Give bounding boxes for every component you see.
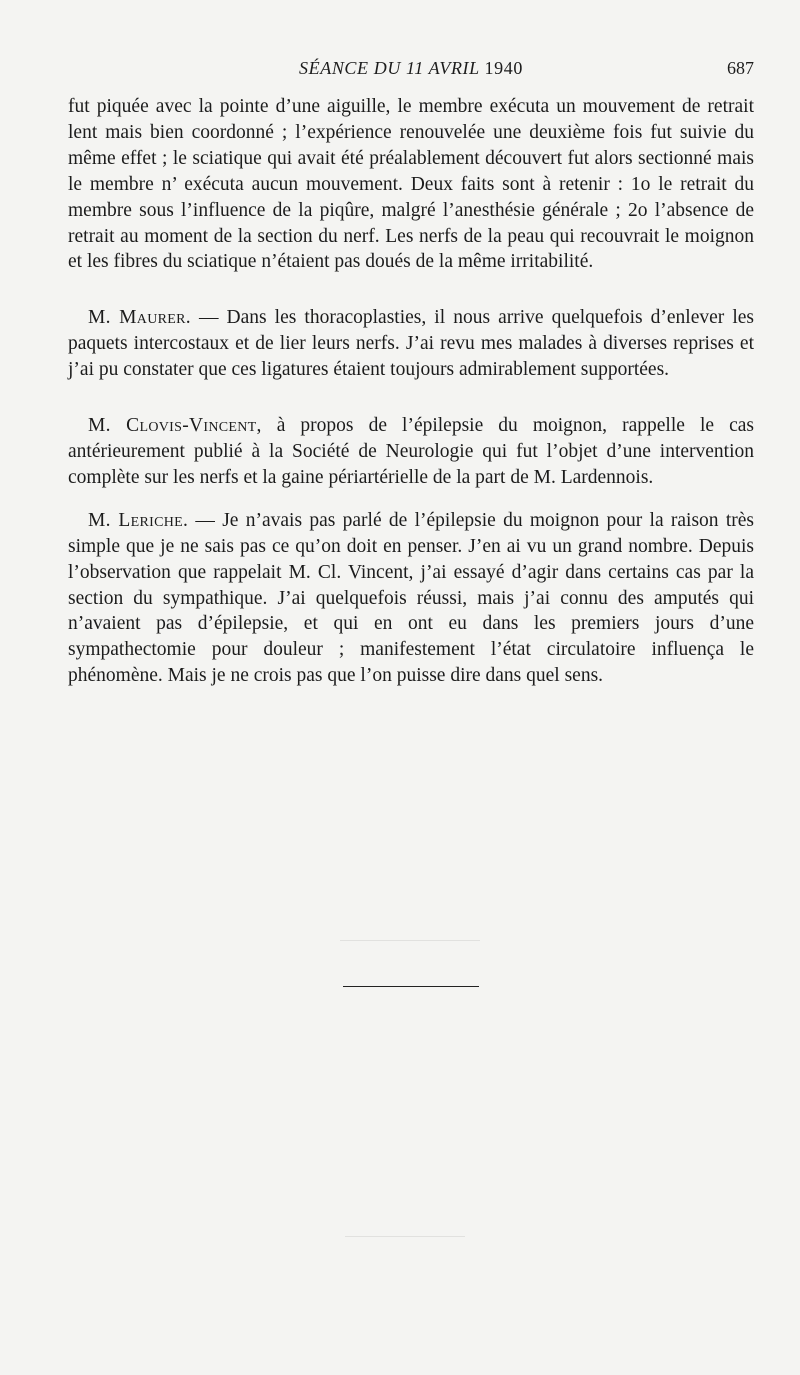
running-title [68,58,754,79]
closing-rule [343,986,479,987]
paragraph-text: — Dans les thoracoplasties, il nous arrive quelquefois d’enlever les paquets intercostaux et de lier leurs nerfs. J’ai revu mes malades à diverses reprises et j’ai pu constater que ces ligatures étaient toujours admirablement supportées. [68,307,754,381]
paragraph-maurer [68,305,754,383]
page-header [68,58,754,88]
paragraph-clovis-vincent [68,413,754,491]
paragraph-text: fut piquée avec la pointe d’une aiguille, le membre exécuta un mouvement de retrait lent mais bien coordonné ; l’expérience renouvelée une deuxième fois fut suivie du même effet ; le sciatique qui avait été préalablement découvert fut alors sectionné mais le membre n’ exécuta aucun mouvement. Deux faits sont à retenir : 1o le retrait du membre sous l’influence de la piqûre, malgré l’anesthésie générale ; 2o l’absence de retrait au moment de la section du nerf. Les nerfs de la peau qui recouvrait le moignon et les fibres du sciatique n’étaient pas doués de la même irritabilité. [68,96,754,273]
page-number: 687 [727,58,754,78]
show-through-mark [345,1236,465,1237]
speaker-name: M. Maurer. [88,307,191,329]
speaker-name: M. Clovis-Vincent, [88,415,262,437]
paragraph-text: à propos de l’épilepsie du moignon, rappelle le cas antérieurement publié à la Société de Neurologie qui fut l’objet d’une intervention complète sur les nerfs et la gaine périartérielle de la part de M. Lardennois. [68,415,754,488]
body-text [68,94,754,689]
show-through-mark [340,940,480,941]
paragraph-text: — Je n’avais pas parlé de l’épilepsie du moignon pour la raison très simple que je ne sais pas ce qu’on doit en penser. J’en ai vu un grand nombre. Depuis l’observation que rappelait M. Cl. Vincent, j’ai essayé d’agir dans certains cas par la section du sympathique. J’ai quelquefois réussi, mais j’ai connu des amputés qui n’avaient pas d’épilepsie, et qui en ont eu dans les premiers jours d’une sympathectomie pour douleur ; manifestement l’état circulatoire influença le phénomène. Mais je ne crois pas que l’on puisse dire dans quel sens. [68,509,754,687]
running-title-year: 1940 [484,58,523,78]
speaker-name: M. Leriche. [88,509,189,531]
paragraph-leriche [68,508,754,689]
paragraph-continuation [68,94,754,275]
running-title-text: SÉANCE DU 11 AVRIL [299,58,480,78]
